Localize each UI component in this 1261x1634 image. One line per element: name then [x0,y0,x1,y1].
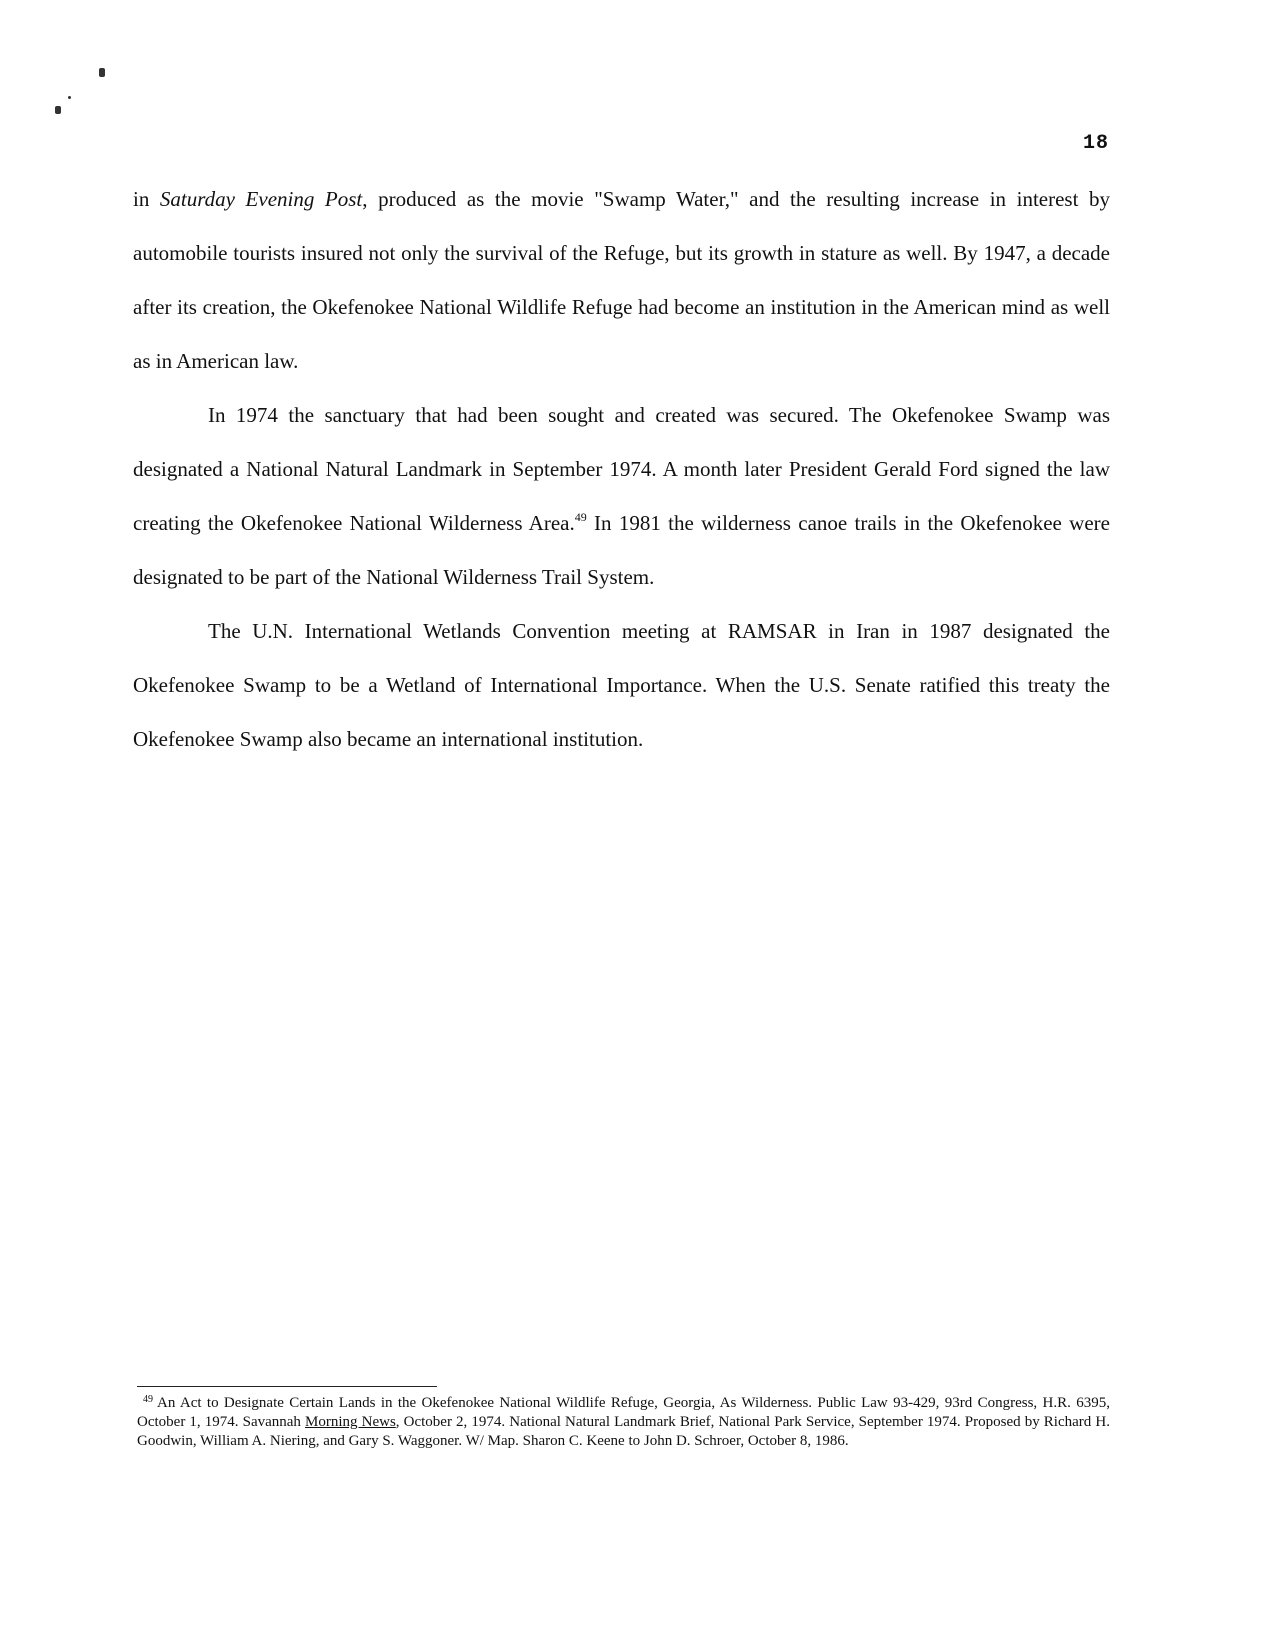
footnote-number: 49 [143,1394,153,1405]
paragraph-2-text-after: In 1981 the wilderness canoe trails in the Okefenokee were designated to be part of the National Wilderness Trail System. [133,511,1110,589]
paragraph-3: The U.N. International Wetlands Convention meeting at RAMSAR in Iran in 1987 designated the Okefenokee Swamp to be a Wetland of International Importance. When the U.S. Senate ratified this treaty the Okefenokee Swamp also became an international institution. [133,619,1110,751]
footnote-text-before: An Act to Designate Certain Lands in the Okefenokee National Wildlife Refuge, Georgia, As Wilderness. Public Law 93-429, 93rd Congress, H.R. 6395, October 1, 1974. Savannah [137,1395,1110,1430]
paragraph-2 [133,388,1110,604]
paragraph-1-prefix: in [133,187,160,211]
scan-speck [55,106,61,114]
page-number: 18 [1082,132,1109,155]
scan-speck [99,68,105,77]
footnote [137,1394,1110,1451]
paragraph-2-text-before: In 1974 the sanctuary that had been sought and created was secured. The Okefenokee Swamp was designated a National Natural Landmark in September 1974. A month later President Gerald Ford signed the law creating the Okefenokee National Wilderness Area. [133,403,1110,535]
paragraph-1 [133,172,1110,388]
paragraph-1-rest: , produced as the movie "Swamp Water," and the resulting increase in interest by automobile tourists insured not only the survival of the Refuge, but its growth in stature as well. By 1947, a decade after its creation, the Okefenokee National Wildlife Refuge had become an institution in the American mind as well as in American law. [133,187,1111,373]
body-text [133,172,1110,766]
footnote-underlined-title: Morning News [305,1414,396,1430]
footnote-reference[interactable]: 49 [574,510,587,524]
scan-speck [68,96,71,99]
footnote-divider [137,1386,437,1387]
publication-title: Saturday Evening Post [159,187,363,211]
footnote-text-after: , October 2, 1974. National Natural Landmark Brief, National Park Service, September 1974. Proposed by Richard H. Goodwin, William A. Niering, and Gary S. Waggoner. W/ Map. Sharon C. Keene to John D. Schroer, October 8, 1986. [137,1414,1110,1449]
